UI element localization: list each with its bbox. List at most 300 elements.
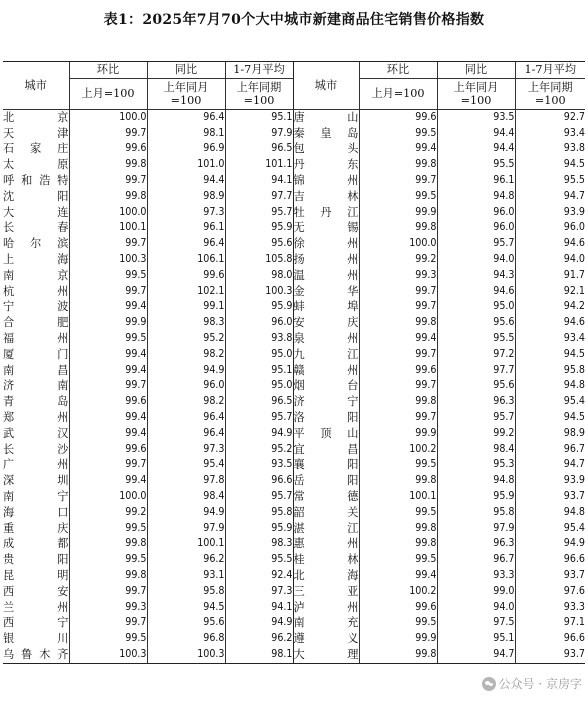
index-avg-right: 93.7 — [515, 568, 585, 584]
index-avg-right: 93.7 — [515, 489, 585, 505]
index-avg-left: 94.1 — [225, 173, 293, 189]
city-name-left: 大连 — [3, 205, 69, 219]
city-name-right: 扬州 — [293, 252, 359, 266]
index-yoy-right: 96.7 — [437, 552, 515, 568]
index-avg-left: 95.6 — [225, 236, 293, 252]
city-name-left: 呼和浩特 — [3, 173, 69, 187]
city-name-left: 广州 — [3, 458, 69, 472]
city-name-right: 无锡 — [293, 221, 359, 235]
city-name-left: 贵阳 — [3, 553, 69, 567]
index-mom-right: 99.8 — [359, 521, 437, 537]
index-avg-left: 95.0 — [225, 378, 293, 394]
index-yoy-left: 98.2 — [147, 394, 225, 410]
index-avg-right: 94.6 — [515, 236, 585, 252]
city-name-right: 包头 — [293, 142, 359, 156]
city-name-left: 南宁 — [3, 489, 69, 503]
index-avg-right: 96.6 — [515, 552, 585, 568]
index-mom-left: 99.8 — [69, 568, 147, 584]
index-yoy-right: 94.8 — [437, 189, 515, 205]
index-yoy-left: 96.4 — [147, 426, 225, 442]
price-index-table-body — [3, 109, 585, 663]
city-name-left: 合肥 — [3, 316, 69, 330]
city-name-right: 常德 — [293, 489, 359, 503]
table-row — [3, 426, 585, 442]
index-avg-right: 96.6 — [515, 631, 585, 647]
header-avg-right: 1-7月平均 — [515, 62, 585, 79]
city-name-right: 韶关 — [293, 505, 359, 519]
index-avg-left: 98.1 — [225, 647, 293, 663]
index-avg-left: 96.5 — [225, 141, 293, 157]
index-mom-right: 99.3 — [359, 268, 437, 284]
index-mom-right: 99.6 — [359, 363, 437, 379]
index-avg-left: 94.9 — [225, 426, 293, 442]
index-yoy-right: 95.6 — [437, 378, 515, 394]
index-mom-left: 99.4 — [69, 473, 147, 489]
city-name-left: 厦门 — [3, 347, 69, 361]
table-row — [3, 315, 585, 331]
index-avg-left: 98.0 — [225, 268, 293, 284]
city-name-right: 赣州 — [293, 363, 359, 377]
city-name-left: 天津 — [3, 126, 69, 140]
table-row — [3, 173, 585, 189]
table-row — [3, 584, 585, 600]
index-mom-right: 99.7 — [359, 284, 437, 300]
index-yoy-left: 94.5 — [147, 600, 225, 616]
index-mom-left: 99.4 — [69, 410, 147, 426]
index-avg-right: 92.7 — [515, 109, 585, 125]
city-name-right: 牡丹江 — [293, 205, 359, 219]
table-row — [3, 268, 585, 284]
index-mom-right: 99.8 — [359, 315, 437, 331]
index-avg-right: 94.7 — [515, 457, 585, 473]
index-yoy-left: 106.1 — [147, 252, 225, 268]
index-mom-right: 99.8 — [359, 473, 437, 489]
index-avg-left: 98.3 — [225, 536, 293, 552]
city-name-left: 西安 — [3, 584, 69, 598]
index-yoy-left: 95.8 — [147, 584, 225, 600]
index-mom-right: 99.8 — [359, 220, 437, 236]
subheader-yoy-right: 上年同月=100 — [437, 78, 515, 109]
index-avg-right: 93.4 — [515, 331, 585, 347]
index-avg-right: 94.2 — [515, 299, 585, 315]
index-mom-left: 99.7 — [69, 378, 147, 394]
price-index-table — [3, 61, 585, 664]
index-mom-left: 99.7 — [69, 126, 147, 142]
table-row — [3, 410, 585, 426]
index-yoy-left: 95.2 — [147, 331, 225, 347]
index-mom-left: 99.7 — [69, 584, 147, 600]
table-row — [3, 236, 585, 252]
table-title: 表1：2025年7月70个大中城市新建商品住宅销售价格指数 — [103, 12, 485, 28]
index-mom-left: 99.7 — [69, 284, 147, 300]
index-yoy-left: 96.1 — [147, 220, 225, 236]
city-name-left: 上海 — [3, 252, 69, 266]
index-mom-left: 99.7 — [69, 457, 147, 473]
index-mom-right: 99.7 — [359, 378, 437, 394]
table-row — [3, 220, 585, 236]
table-row — [3, 521, 585, 537]
table-row — [3, 299, 585, 315]
header-mom-right: 环比 — [359, 62, 437, 79]
header-city-right: 城市 — [293, 62, 359, 110]
index-yoy-right: 95.9 — [437, 489, 515, 505]
city-name-right: 北海 — [293, 568, 359, 582]
index-avg-left: 95.9 — [225, 220, 293, 236]
index-avg-left: 95.0 — [225, 347, 293, 363]
index-avg-right: 93.7 — [515, 647, 585, 663]
city-name-right: 岳阳 — [293, 474, 359, 488]
index-yoy-left: 98.1 — [147, 126, 225, 142]
index-avg-left: 93.8 — [225, 331, 293, 347]
city-name-left: 昆明 — [3, 568, 69, 582]
index-avg-right: 94.7 — [515, 189, 585, 205]
index-yoy-right: 94.7 — [437, 647, 515, 663]
index-avg-left: 101.1 — [225, 157, 293, 173]
index-avg-left: 97.9 — [225, 126, 293, 142]
index-mom-right: 100.2 — [359, 584, 437, 600]
city-name-left: 南京 — [3, 268, 69, 282]
city-name-right: 烟台 — [293, 379, 359, 393]
watermark-text: 公众号 · 京房字 — [498, 677, 582, 691]
index-mom-right: 99.9 — [359, 205, 437, 221]
index-mom-right: 99.9 — [359, 631, 437, 647]
header-yoy-right: 同比 — [437, 62, 515, 79]
index-yoy-right: 95.1 — [437, 631, 515, 647]
index-avg-left: 97.7 — [225, 189, 293, 205]
city-name-right: 秦皇岛 — [293, 126, 359, 140]
index-mom-left: 99.7 — [69, 615, 147, 631]
index-avg-left: 94.9 — [225, 615, 293, 631]
table-row — [3, 252, 585, 268]
city-name-right: 大理 — [293, 647, 359, 663]
index-mom-left: 99.9 — [69, 315, 147, 331]
table-row — [3, 189, 585, 205]
index-yoy-left: 100.3 — [147, 647, 225, 663]
index-yoy-right: 94.3 — [437, 268, 515, 284]
city-name-right: 泸州 — [293, 600, 359, 614]
index-yoy-left: 96.4 — [147, 109, 225, 125]
city-name-right: 安庆 — [293, 316, 359, 330]
index-yoy-left: 98.4 — [147, 489, 225, 505]
city-name-left: 宁波 — [3, 300, 69, 314]
index-yoy-right: 99.2 — [437, 426, 515, 442]
index-avg-right: 93.4 — [515, 126, 585, 142]
index-yoy-right: 98.4 — [437, 442, 515, 458]
city-name-left: 兰州 — [3, 600, 69, 614]
index-mom-left: 99.2 — [69, 505, 147, 521]
index-mom-right: 99.8 — [359, 394, 437, 410]
city-name-right: 济宁 — [293, 395, 359, 409]
index-mom-left: 99.8 — [69, 157, 147, 173]
city-name-left: 福州 — [3, 331, 69, 345]
index-mom-right: 99.7 — [359, 410, 437, 426]
index-yoy-left: 98.2 — [147, 347, 225, 363]
city-name-right: 湛江 — [293, 521, 359, 535]
index-mom-right: 99.5 — [359, 552, 437, 568]
index-yoy-right: 94.8 — [437, 473, 515, 489]
table-row — [3, 126, 585, 142]
table-row — [3, 109, 585, 125]
city-name-right: 蚌埠 — [293, 300, 359, 314]
index-yoy-right: 97.2 — [437, 347, 515, 363]
index-mom-left: 99.3 — [69, 600, 147, 616]
index-mom-right: 99.7 — [359, 299, 437, 315]
index-mom-right: 99.5 — [359, 615, 437, 631]
index-avg-right: 96.0 — [515, 220, 585, 236]
index-mom-right: 99.5 — [359, 505, 437, 521]
index-mom-left: 99.5 — [69, 268, 147, 284]
city-name-left: 重庆 — [3, 521, 69, 535]
table-row — [3, 205, 585, 221]
index-mom-left: 99.4 — [69, 299, 147, 315]
index-yoy-left: 94.4 — [147, 173, 225, 189]
index-mom-right: 99.5 — [359, 457, 437, 473]
table-row — [3, 363, 585, 379]
index-yoy-right: 96.3 — [437, 536, 515, 552]
index-yoy-left: 96.4 — [147, 410, 225, 426]
index-mom-left: 100.3 — [69, 647, 147, 663]
index-mom-left: 99.6 — [69, 442, 147, 458]
index-yoy-right: 97.7 — [437, 363, 515, 379]
table-row — [3, 505, 585, 521]
index-avg-left: 93.5 — [225, 457, 293, 473]
index-avg-right: 94.6 — [515, 315, 585, 331]
index-avg-right: 93.9 — [515, 473, 585, 489]
table-row — [3, 600, 585, 616]
index-yoy-right: 99.0 — [437, 584, 515, 600]
index-mom-right: 100.1 — [359, 489, 437, 505]
index-yoy-left: 96.4 — [147, 236, 225, 252]
index-yoy-right: 95.0 — [437, 299, 515, 315]
subheader-yoy-left: 上年同月=100 — [147, 78, 225, 109]
index-mom-right: 99.9 — [359, 426, 437, 442]
index-avg-right: 98.9 — [515, 426, 585, 442]
index-avg-left: 97.3 — [225, 584, 293, 600]
city-name-left: 沈阳 — [3, 189, 69, 203]
index-avg-right: 96.7 — [515, 442, 585, 458]
subheader-avg-right: 上年同期=100 — [515, 78, 585, 109]
city-name-right: 三亚 — [293, 584, 359, 598]
index-mom-left: 99.7 — [69, 173, 147, 189]
header-avg-left: 1-7月平均 — [225, 62, 293, 79]
index-mom-right: 99.4 — [359, 141, 437, 157]
index-yoy-left: 97.8 — [147, 473, 225, 489]
index-avg-right: 93.9 — [515, 205, 585, 221]
city-name-right: 吉林 — [293, 189, 359, 203]
index-yoy-left: 93.1 — [147, 568, 225, 584]
city-name-left: 南昌 — [3, 363, 69, 377]
index-mom-left: 99.4 — [69, 347, 147, 363]
city-name-left: 长春 — [3, 221, 69, 235]
table-row — [3, 647, 585, 663]
index-avg-left: 95.9 — [225, 299, 293, 315]
index-yoy-left: 95.6 — [147, 615, 225, 631]
table-row — [3, 141, 585, 157]
subheader-mom-right: 上月=100 — [359, 78, 437, 109]
city-name-left: 海口 — [3, 505, 69, 519]
index-mom-right: 99.6 — [359, 109, 437, 125]
index-mom-right: 99.2 — [359, 252, 437, 268]
index-yoy-right: 95.7 — [437, 236, 515, 252]
index-mom-right: 99.7 — [359, 173, 437, 189]
index-mom-left: 100.0 — [69, 489, 147, 505]
index-mom-left: 99.5 — [69, 552, 147, 568]
index-yoy-left: 98.9 — [147, 189, 225, 205]
index-mom-left: 99.8 — [69, 189, 147, 205]
index-yoy-left: 99.6 — [147, 268, 225, 284]
index-avg-right: 95.4 — [515, 521, 585, 537]
city-name-left: 太原 — [3, 158, 69, 172]
table-row — [3, 473, 585, 489]
index-avg-left: 95.2 — [225, 442, 293, 458]
index-mom-left: 99.5 — [69, 331, 147, 347]
index-yoy-left: 96.0 — [147, 378, 225, 394]
index-avg-left: 96.0 — [225, 315, 293, 331]
index-yoy-left: 99.1 — [147, 299, 225, 315]
table-row — [3, 552, 585, 568]
index-yoy-left: 96.8 — [147, 631, 225, 647]
index-yoy-left: 94.9 — [147, 363, 225, 379]
index-mom-left: 99.5 — [69, 631, 147, 647]
index-yoy-left: 96.9 — [147, 141, 225, 157]
wechat-icon — [482, 677, 496, 691]
index-yoy-left: 95.4 — [147, 457, 225, 473]
header-yoy-left: 同比 — [147, 62, 225, 79]
index-avg-right: 95.5 — [515, 173, 585, 189]
table-row — [3, 331, 585, 347]
index-avg-left: 95.1 — [225, 363, 293, 379]
index-avg-left: 92.4 — [225, 568, 293, 584]
city-name-right: 丹东 — [293, 158, 359, 172]
index-yoy-right: 97.5 — [437, 615, 515, 631]
index-mom-right: 100.0 — [359, 236, 437, 252]
index-yoy-right: 94.4 — [437, 141, 515, 157]
city-name-right: 惠州 — [293, 537, 359, 551]
index-yoy-left: 98.3 — [147, 315, 225, 331]
index-mom-left: 99.8 — [69, 536, 147, 552]
table-row — [3, 378, 585, 394]
city-name-right: 桂林 — [293, 553, 359, 567]
city-name-right: 温州 — [293, 268, 359, 282]
index-mom-left: 99.4 — [69, 426, 147, 442]
index-mom-left: 99.4 — [69, 363, 147, 379]
index-yoy-right: 94.4 — [437, 126, 515, 142]
index-mom-right: 99.7 — [359, 347, 437, 363]
city-name-right: 遵义 — [293, 632, 359, 646]
index-mom-right: 99.8 — [359, 157, 437, 173]
index-avg-right: 95.8 — [515, 363, 585, 379]
city-name-left: 武汉 — [3, 426, 69, 440]
city-name-right: 徐州 — [293, 237, 359, 251]
index-mom-right: 100.2 — [359, 442, 437, 458]
table-row — [3, 347, 585, 363]
index-mom-left: 99.6 — [69, 394, 147, 410]
table-row — [3, 615, 585, 631]
index-avg-right: 94.5 — [515, 157, 585, 173]
index-yoy-right: 93.5 — [437, 109, 515, 125]
city-name-left: 济南 — [3, 379, 69, 393]
index-avg-right: 94.9 — [515, 536, 585, 552]
index-avg-right: 97.1 — [515, 615, 585, 631]
index-avg-right: 93.3 — [515, 600, 585, 616]
city-name-left: 青岛 — [3, 395, 69, 409]
index-yoy-left: 97.3 — [147, 442, 225, 458]
index-yoy-right: 95.8 — [437, 505, 515, 521]
index-mom-right: 99.8 — [359, 647, 437, 663]
index-avg-left: 95.7 — [225, 489, 293, 505]
index-yoy-right: 94.0 — [437, 252, 515, 268]
index-mom-left: 100.0 — [69, 109, 147, 125]
index-yoy-right: 95.6 — [437, 315, 515, 331]
index-yoy-right: 94.6 — [437, 284, 515, 300]
index-avg-left: 95.7 — [225, 410, 293, 426]
index-mom-right: 99.5 — [359, 126, 437, 142]
index-mom-left: 99.7 — [69, 236, 147, 252]
index-avg-left: 95.1 — [225, 109, 293, 125]
index-yoy-right: 95.5 — [437, 157, 515, 173]
city-name-left: 深圳 — [3, 474, 69, 488]
index-mom-left: 100.1 — [69, 220, 147, 236]
index-mom-left: 99.6 — [69, 141, 147, 157]
index-yoy-left: 96.2 — [147, 552, 225, 568]
index-avg-left: 96.6 — [225, 473, 293, 489]
index-avg-right: 95.4 — [515, 394, 585, 410]
table-row — [3, 442, 585, 458]
watermark — [482, 675, 582, 692]
index-avg-right: 94.5 — [515, 347, 585, 363]
index-avg-right: 94.0 — [515, 252, 585, 268]
index-mom-right: 99.4 — [359, 331, 437, 347]
index-mom-left: 100.0 — [69, 205, 147, 221]
index-yoy-right: 96.0 — [437, 220, 515, 236]
header-mom-left: 环比 — [69, 62, 147, 79]
city-name-left: 银川 — [3, 632, 69, 646]
index-yoy-left: 101.0 — [147, 157, 225, 173]
index-mom-left: 99.5 — [69, 521, 147, 537]
index-avg-right: 91.7 — [515, 268, 585, 284]
city-name-right: 宜昌 — [293, 442, 359, 456]
city-name-right: 泉州 — [293, 331, 359, 345]
index-mom-right: 99.4 — [359, 568, 437, 584]
index-yoy-right: 95.7 — [437, 410, 515, 426]
city-name-left: 西宁 — [3, 616, 69, 630]
city-name-right: 锦州 — [293, 173, 359, 187]
index-avg-left: 95.8 — [225, 505, 293, 521]
index-avg-left: 105.8 — [225, 252, 293, 268]
index-yoy-right: 97.9 — [437, 521, 515, 537]
index-avg-right: 93.8 — [515, 141, 585, 157]
city-name-left: 郑州 — [3, 410, 69, 424]
index-mom-right: 99.5 — [359, 189, 437, 205]
index-mom-right: 99.8 — [359, 536, 437, 552]
table-row — [3, 394, 585, 410]
table-row — [3, 489, 585, 505]
index-yoy-left: 100.1 — [147, 536, 225, 552]
index-yoy-right: 96.3 — [437, 394, 515, 410]
subheader-mom-left: 上月=100 — [69, 78, 147, 109]
index-avg-left: 100.3 — [225, 284, 293, 300]
header-city-left: 城市 — [3, 62, 69, 110]
city-name-left: 成都 — [3, 537, 69, 551]
city-name-left: 长沙 — [3, 442, 69, 456]
city-name-left: 杭州 — [3, 284, 69, 298]
table-row — [3, 536, 585, 552]
index-avg-right: 94.5 — [515, 410, 585, 426]
city-name-right: 唐山 — [293, 110, 359, 124]
index-avg-left: 96.2 — [225, 631, 293, 647]
city-name-right: 洛阳 — [293, 410, 359, 424]
index-yoy-right: 94.0 — [437, 600, 515, 616]
